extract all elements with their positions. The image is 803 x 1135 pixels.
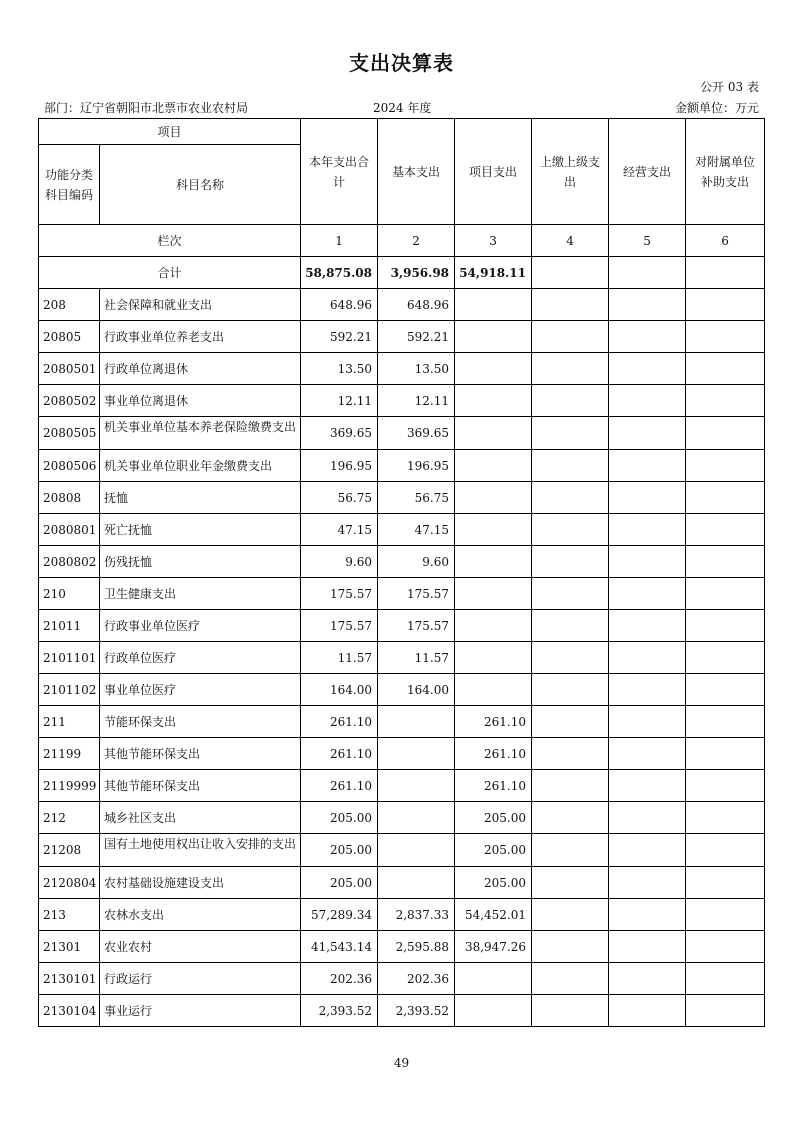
cell-subject-name: 行政运行 (100, 963, 301, 995)
cell-basic: 2,837.33 (378, 899, 455, 931)
table-row (39, 802, 765, 834)
header-total: 本年支出合计 (301, 119, 378, 225)
cell-business (609, 706, 686, 738)
cell-remit-upper (532, 867, 609, 899)
page-number: 49 (393, 1056, 410, 1070)
cell-total: 261.10 (301, 706, 378, 738)
form-number: 公开 03 表 (700, 80, 759, 94)
cell-subsidy (686, 834, 765, 867)
cell-basic: 164.00 (378, 674, 455, 706)
cell-business (609, 610, 686, 642)
table-body (39, 289, 765, 1027)
cell-project: 205.00 (455, 867, 532, 899)
header-basic: 基本支出 (378, 119, 455, 225)
cell-basic (378, 770, 455, 802)
header-item: 项目 (39, 119, 301, 145)
cell-basic (378, 867, 455, 899)
table-row (39, 289, 765, 321)
cell-total: 13.50 (301, 353, 378, 385)
cell-subsidy (686, 899, 765, 931)
column-index-6: 6 (686, 225, 765, 257)
cell-project: 261.10 (455, 706, 532, 738)
cell-subsidy (686, 482, 765, 514)
column-index-1: 1 (301, 225, 378, 257)
table-row (39, 642, 765, 674)
cell-remit-upper (532, 321, 609, 353)
cell-subject-name-cell (100, 834, 301, 867)
cell-basic: 369.65 (378, 417, 455, 450)
cell-total: 164.00 (301, 674, 378, 706)
cell-subject-name: 行政单位离退休 (100, 353, 301, 385)
cell-remit-upper (532, 610, 609, 642)
column-index-3: 3 (455, 225, 532, 257)
cell-total: 41,543.14 (301, 931, 378, 963)
table-row (39, 546, 765, 578)
cell-remit-upper (532, 642, 609, 674)
cell-project (455, 353, 532, 385)
cell-business (609, 674, 686, 706)
cell-subsidy (686, 931, 765, 963)
cell-project: 38,947.26 (455, 931, 532, 963)
cell-subsidy (686, 770, 765, 802)
cell-project (455, 963, 532, 995)
cell-basic: 56.75 (378, 482, 455, 514)
cell-code: 213 (39, 899, 100, 931)
cell-business (609, 546, 686, 578)
cell-project: 261.10 (455, 738, 532, 770)
cell-remit-upper (532, 674, 609, 706)
cell-total: 205.00 (301, 867, 378, 899)
cell-project (455, 385, 532, 417)
cell-business (609, 995, 686, 1027)
cell-basic: 175.57 (378, 610, 455, 642)
cell-code: 2080502 (39, 385, 100, 417)
column-index-label: 栏次 (39, 225, 301, 257)
cell-basic: 2,595.88 (378, 931, 455, 963)
cell-subject-name: 机关事业单位职业年金缴费支出 (100, 450, 301, 482)
cell-subsidy (686, 289, 765, 321)
cell-remit-upper (532, 289, 609, 321)
cell-subsidy (686, 353, 765, 385)
cell-subject-name: 农村基础设施建设支出 (100, 867, 301, 899)
cell-code: 2130104 (39, 995, 100, 1027)
cell-total: 11.57 (301, 642, 378, 674)
table-row (39, 417, 765, 450)
expenditure-table (38, 118, 765, 1027)
header-func-code: 功能分类科目编码 (39, 145, 100, 225)
cell-code: 2101102 (39, 674, 100, 706)
cell-subject-name: 农林水支出 (100, 899, 301, 931)
cell-subsidy (686, 417, 765, 450)
table-row (39, 834, 765, 867)
cell-remit-upper (532, 834, 609, 867)
column-index-2: 2 (378, 225, 455, 257)
department-label: 部门：辽宁省朝阳市北票市农业农村局 (44, 101, 249, 115)
cell-subject-name-cell (100, 417, 301, 450)
cell-total: 205.00 (301, 802, 378, 834)
cell-total: 2,393.52 (301, 995, 378, 1027)
cell-basic: 11.57 (378, 642, 455, 674)
cell-code: 2080501 (39, 353, 100, 385)
cell-code: 2080801 (39, 514, 100, 546)
cell-code: 2119999 (39, 770, 100, 802)
cell-subject-name: 事业运行 (100, 995, 301, 1027)
cell-basic: 196.95 (378, 450, 455, 482)
cell-subject-name: 行政事业单位养老支出 (100, 321, 301, 353)
table-row (39, 706, 765, 738)
cell-remit-upper (532, 578, 609, 610)
table-row (39, 738, 765, 770)
cell-business (609, 482, 686, 514)
header-project: 项目支出 (455, 119, 532, 225)
cell-business (609, 514, 686, 546)
table-row (39, 770, 765, 802)
cell-subsidy (686, 642, 765, 674)
cell-business (609, 770, 686, 802)
cell-business (609, 931, 686, 963)
cell-total: 175.57 (301, 610, 378, 642)
page-title: 支出决算表 (349, 51, 454, 75)
table-row (39, 963, 765, 995)
cell-business (609, 578, 686, 610)
cell-business (609, 289, 686, 321)
cell-business (609, 899, 686, 931)
header-remit-upper: 上缴上级支出 (532, 119, 609, 225)
cell-basic: 175.57 (378, 578, 455, 610)
cell-subject-name: 卫生健康支出 (100, 578, 301, 610)
cell-basic: 2,393.52 (378, 995, 455, 1027)
cell-code: 2101101 (39, 642, 100, 674)
cell-total: 47.15 (301, 514, 378, 546)
cell-remit-upper (532, 899, 609, 931)
table-row (39, 899, 765, 931)
cell-code: 208 (39, 289, 100, 321)
cell-basic: 9.60 (378, 546, 455, 578)
cell-project (455, 642, 532, 674)
cell-subsidy (686, 867, 765, 899)
amount-unit: 金额单位：万元 (674, 101, 759, 115)
cell-project: 205.00 (455, 834, 532, 867)
cell-subsidy (686, 802, 765, 834)
cell-total: 175.57 (301, 578, 378, 610)
cell-project (455, 578, 532, 610)
cell-remit-upper (532, 546, 609, 578)
table-row (39, 867, 765, 899)
cell-basic (378, 802, 455, 834)
cell-code: 2130101 (39, 963, 100, 995)
cell-remit-upper (532, 738, 609, 770)
cell-subsidy (686, 963, 765, 995)
cell-subject-name: 行政单位医疗 (100, 642, 301, 674)
cell-remit-upper (532, 482, 609, 514)
totals-row (39, 257, 765, 289)
cell-business (609, 963, 686, 995)
cell-code: 20808 (39, 482, 100, 514)
cell-remit-upper (532, 770, 609, 802)
cell-basic: 202.36 (378, 963, 455, 995)
cell-subsidy (686, 321, 765, 353)
cell-subject-name: 节能环保支出 (100, 706, 301, 738)
cell-code: 210 (39, 578, 100, 610)
column-index-row (39, 225, 765, 257)
cell-basic (378, 706, 455, 738)
totals-business (609, 257, 686, 289)
totals-project: 54,918.11 (455, 257, 532, 289)
cell-subsidy (686, 514, 765, 546)
totals-remit-upper (532, 257, 609, 289)
cell-total: 592.21 (301, 321, 378, 353)
cell-business (609, 738, 686, 770)
cell-business (609, 353, 686, 385)
cell-code: 211 (39, 706, 100, 738)
cell-subsidy (686, 738, 765, 770)
header-subject-name: 科目名称 (100, 145, 301, 225)
cell-total: 9.60 (301, 546, 378, 578)
cell-subject-name: 死亡抚恤 (100, 514, 301, 546)
cell-remit-upper (532, 802, 609, 834)
cell-subject-name: 其他节能环保支出 (100, 738, 301, 770)
cell-subsidy (686, 385, 765, 417)
column-index-4: 4 (532, 225, 609, 257)
cell-basic: 648.96 (378, 289, 455, 321)
cell-basic: 13.50 (378, 353, 455, 385)
table-row (39, 385, 765, 417)
cell-subsidy (686, 546, 765, 578)
cell-business (609, 450, 686, 482)
fiscal-year: 2024 年度 (373, 101, 432, 115)
table-row (39, 674, 765, 706)
cell-total: 261.10 (301, 770, 378, 802)
cell-project: 205.00 (455, 802, 532, 834)
cell-business (609, 834, 686, 867)
totals-subsidy (686, 257, 765, 289)
cell-project (455, 482, 532, 514)
table-row (39, 578, 765, 610)
table-row (39, 610, 765, 642)
cell-total: 261.10 (301, 738, 378, 770)
table-row (39, 514, 765, 546)
cell-project (455, 417, 532, 450)
cell-total: 369.65 (301, 417, 378, 450)
table-row (39, 450, 765, 482)
cell-business (609, 385, 686, 417)
cell-subsidy (686, 450, 765, 482)
totals-basic: 3,956.98 (378, 257, 455, 289)
cell-basic (378, 834, 455, 867)
cell-subsidy (686, 610, 765, 642)
cell-code: 2080505 (39, 417, 100, 450)
cell-remit-upper (532, 417, 609, 450)
cell-code: 21301 (39, 931, 100, 963)
cell-total: 196.95 (301, 450, 378, 482)
cell-subject-name: 社会保障和就业支出 (100, 289, 301, 321)
header-subsidy: 对附属单位补助支出 (686, 119, 765, 225)
table-row (39, 931, 765, 963)
cell-code: 212 (39, 802, 100, 834)
cell-code: 21011 (39, 610, 100, 642)
cell-code: 21199 (39, 738, 100, 770)
header-business: 经营支出 (609, 119, 686, 225)
cell-total: 648.96 (301, 289, 378, 321)
table-row (39, 321, 765, 353)
cell-project (455, 995, 532, 1027)
cell-subject-name: 事业单位医疗 (100, 674, 301, 706)
table-row (39, 353, 765, 385)
column-index-5: 5 (609, 225, 686, 257)
cell-business (609, 321, 686, 353)
cell-subject-name: 农业农村 (100, 931, 301, 963)
cell-total: 205.00 (301, 834, 378, 867)
cell-project (455, 321, 532, 353)
cell-subject-name: 行政事业单位医疗 (100, 610, 301, 642)
cell-basic: 12.11 (378, 385, 455, 417)
cell-remit-upper (532, 353, 609, 385)
cell-remit-upper (532, 931, 609, 963)
totals-total: 58,875.08 (301, 257, 378, 289)
cell-code: 2120804 (39, 867, 100, 899)
cell-total: 202.36 (301, 963, 378, 995)
cell-project (455, 289, 532, 321)
cell-basic: 592.21 (378, 321, 455, 353)
cell-subject-name: 机关事业单位基本养老保险缴费支出 (104, 420, 297, 434)
cell-project (455, 610, 532, 642)
cell-remit-upper (532, 385, 609, 417)
cell-remit-upper (532, 706, 609, 738)
cell-remit-upper (532, 995, 609, 1027)
cell-remit-upper (532, 450, 609, 482)
cell-subject-name: 伤残抚恤 (100, 546, 301, 578)
cell-project (455, 514, 532, 546)
cell-basic (378, 738, 455, 770)
cell-subject-name: 抚恤 (100, 482, 301, 514)
cell-project (455, 674, 532, 706)
cell-code: 2080506 (39, 450, 100, 482)
cell-subsidy (686, 674, 765, 706)
cell-project: 54,452.01 (455, 899, 532, 931)
cell-project: 261.10 (455, 770, 532, 802)
cell-basic: 47.15 (378, 514, 455, 546)
cell-business (609, 642, 686, 674)
cell-subsidy (686, 706, 765, 738)
cell-subject-name: 事业单位离退休 (100, 385, 301, 417)
cell-code: 21208 (39, 834, 100, 867)
cell-subject-name: 其他节能环保支出 (100, 770, 301, 802)
table-row (39, 482, 765, 514)
cell-total: 12.11 (301, 385, 378, 417)
cell-business (609, 417, 686, 450)
cell-project (455, 546, 532, 578)
table-row (39, 995, 765, 1027)
cell-subsidy (686, 995, 765, 1027)
cell-business (609, 802, 686, 834)
cell-code: 20805 (39, 321, 100, 353)
totals-label: 合计 (39, 257, 301, 289)
cell-total: 57,289.34 (301, 899, 378, 931)
cell-subsidy (686, 578, 765, 610)
cell-project (455, 450, 532, 482)
cell-business (609, 867, 686, 899)
cell-remit-upper (532, 963, 609, 995)
cell-subject-name: 国有土地使用权出让收入安排的支出 (104, 837, 297, 851)
cell-remit-upper (532, 514, 609, 546)
cell-subject-name: 城乡社区支出 (100, 802, 301, 834)
cell-total: 56.75 (301, 482, 378, 514)
cell-code: 2080802 (39, 546, 100, 578)
